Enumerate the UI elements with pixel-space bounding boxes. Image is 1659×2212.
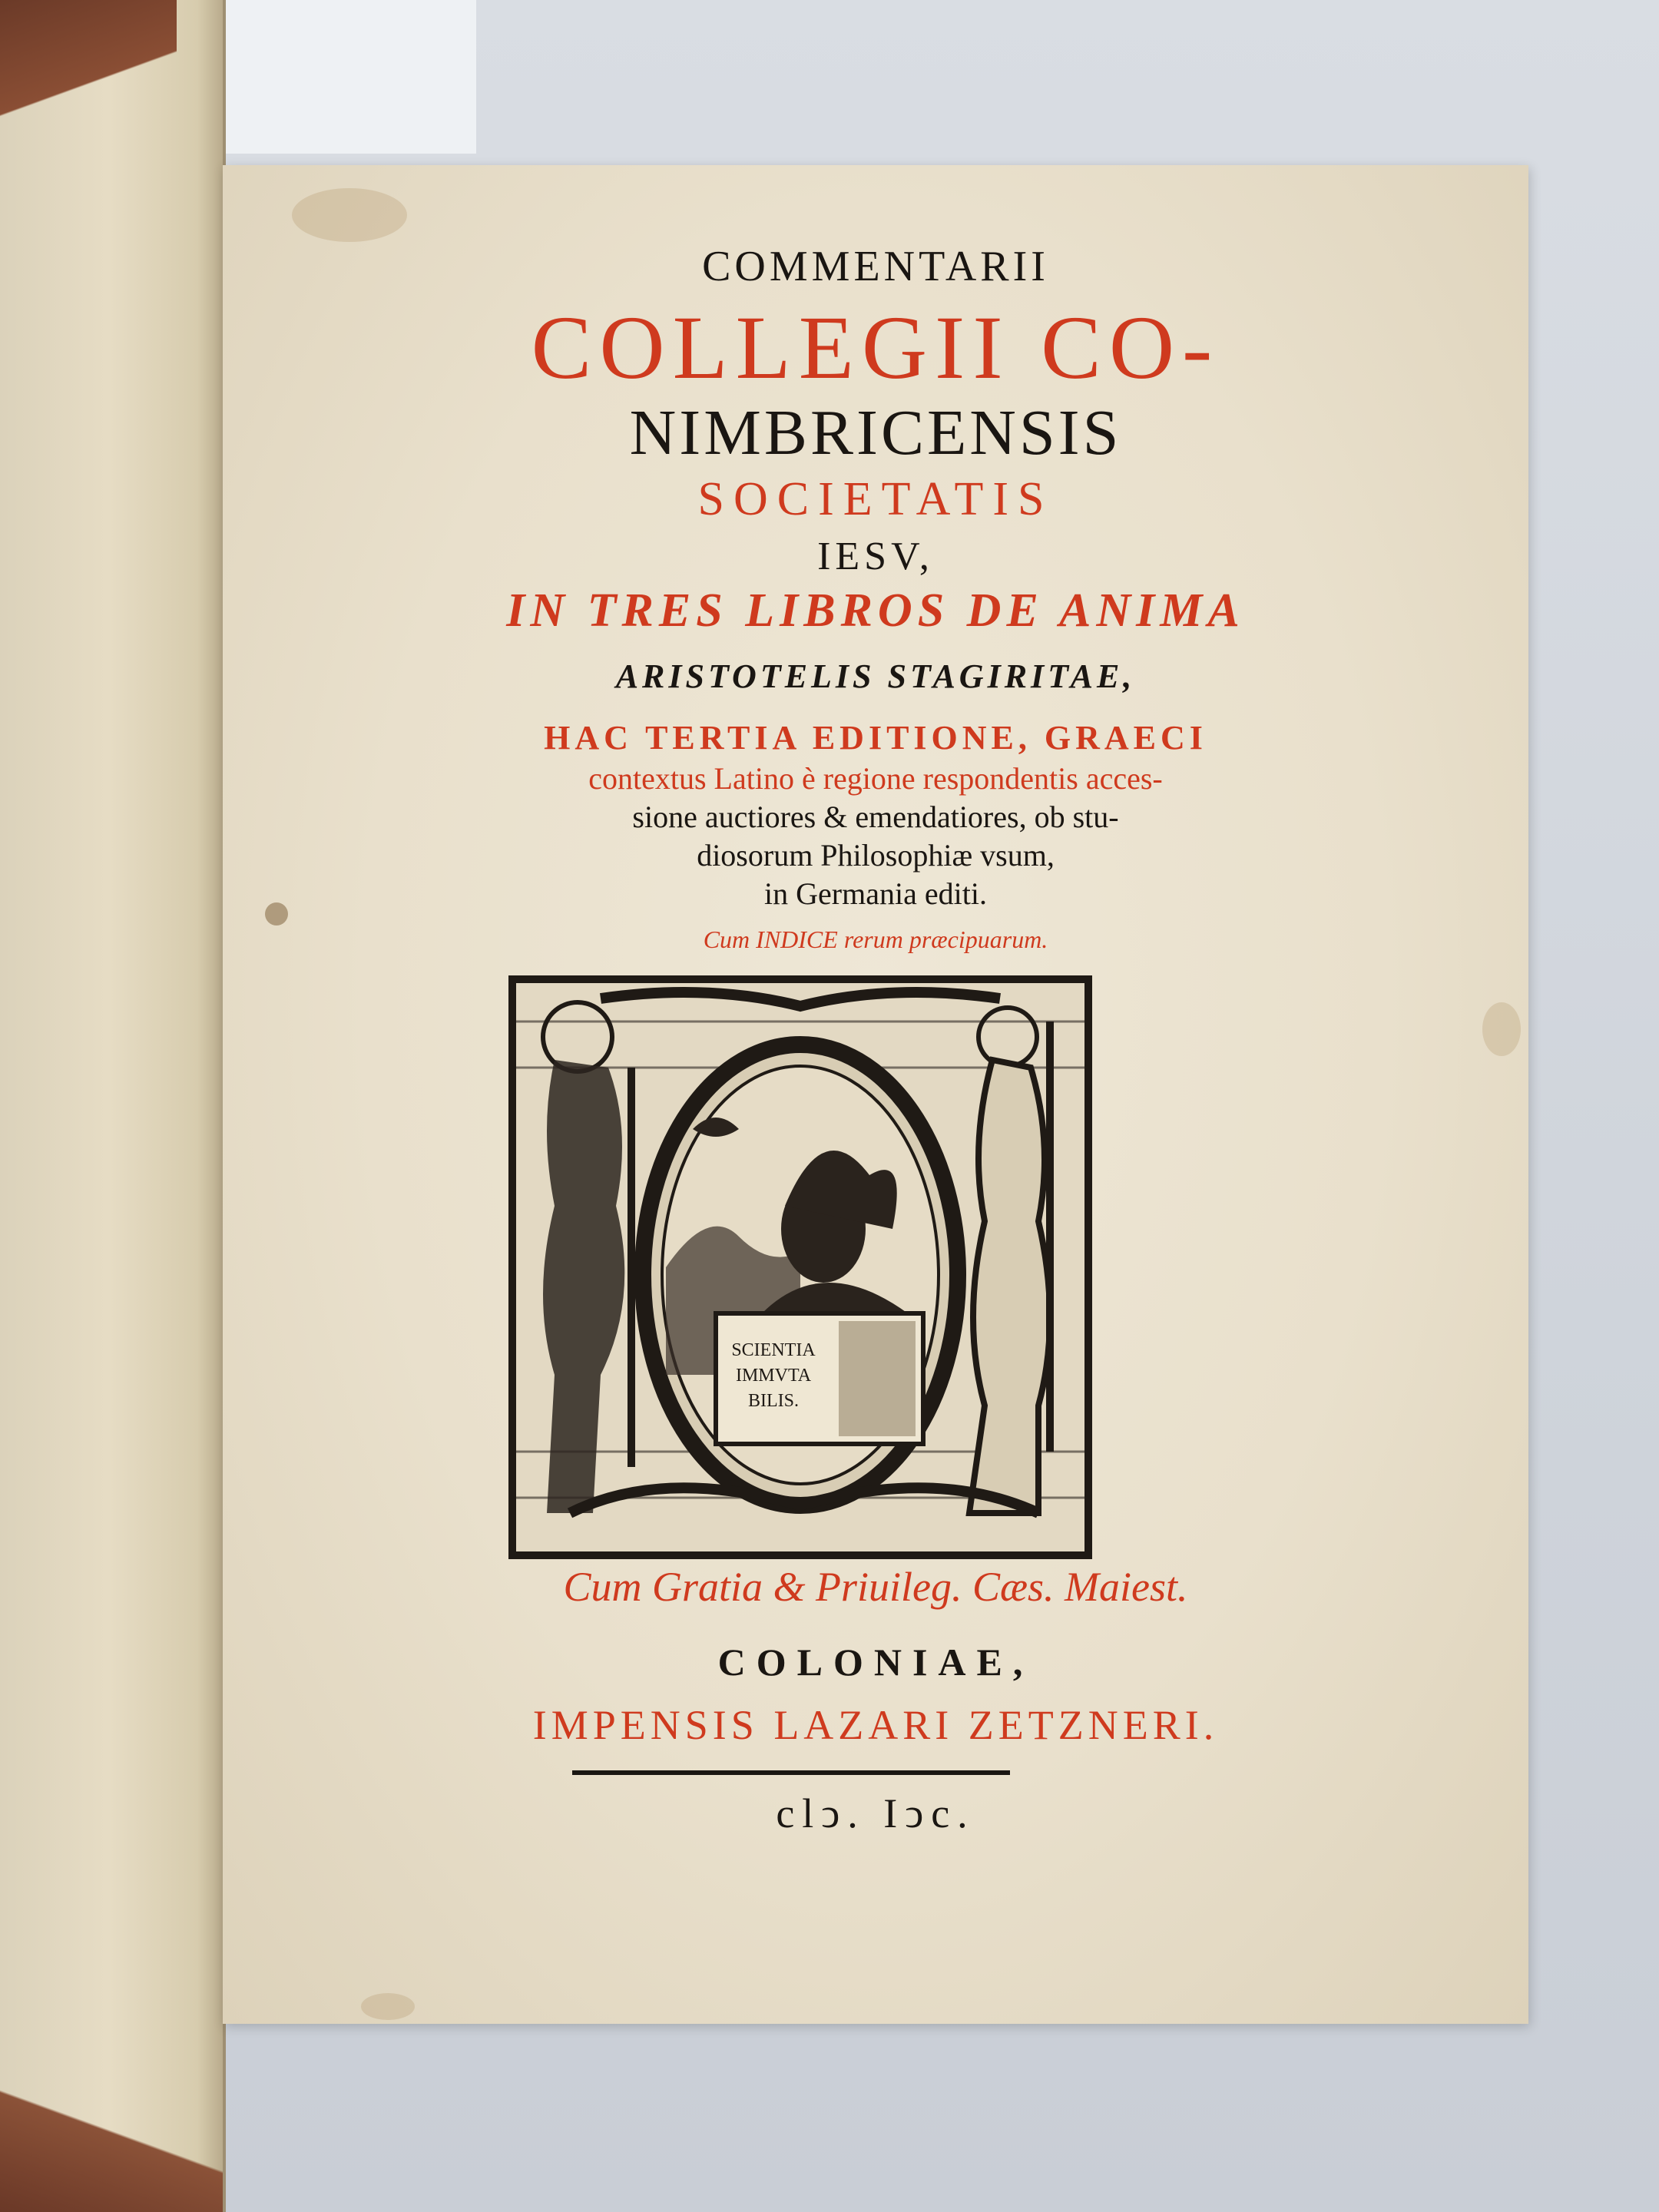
title-line-sione: sione auctiores & emendatiores, ob stu-: [632, 800, 1119, 834]
title-line-in-tres-libros: IN TRES LIBROS DE ANIMA: [506, 584, 1245, 637]
leather-cover-edge-top: [0, 0, 177, 127]
title-line-cum-indice: Cum INDICE rerum præcipuarum.: [703, 926, 1048, 953]
title-line-aristotelis: ARISTOTELIS STAGIRITAE,: [615, 657, 1136, 695]
woodcut-motto-line-1: SCIENTIA: [731, 1340, 816, 1360]
book-left-endpaper: [0, 0, 226, 2212]
title-line-nimbricensis: NIMBRICENSIS: [629, 397, 1122, 469]
title-line-impensis: IMPENSIS LAZARI ZETZNERI.: [532, 1702, 1219, 1748]
woodcut-motto-line-3: BILIS.: [748, 1391, 799, 1411]
title-line-diosorum: diosorum Philosophiæ vsum,: [697, 838, 1055, 873]
title-line-collegii: COLLEGII CO-: [531, 297, 1220, 398]
title-line-hac-tertia: HAC TERTIA EDITIONE, GRAECI: [544, 719, 1207, 757]
imprint-rule: [572, 1770, 1010, 1775]
title-page: [223, 165, 1528, 2024]
woodcut-motto-line-2: IMMVTA: [735, 1366, 812, 1386]
paper-slip: [192, 0, 476, 154]
foxing-spot: [1482, 1002, 1521, 1056]
title-line-contextus: contextus Latino è regione respondentis acces-: [588, 761, 1163, 796]
title-line-coloniae: COLONIAE,: [717, 1641, 1034, 1684]
leather-cover-edge-bottom: [0, 2028, 223, 2212]
title-line-date: clↄ. Iↄc.: [776, 1790, 975, 1836]
title-line-cum-gratia: Cum Gratia & Priuileg. Cæs. Maiest.: [563, 1564, 1188, 1610]
title-line-societatis: SOCIETATIS: [697, 473, 1054, 525]
title-line-iesu: IESV,: [817, 535, 934, 578]
foxing-spot: [292, 188, 407, 242]
title-line-commentarii: COMMENTARII: [702, 243, 1049, 290]
printers-device-woodcut: [508, 975, 1092, 1559]
title-line-germania: in Germania editi.: [764, 876, 987, 911]
foxing-spot: [361, 1993, 415, 2020]
